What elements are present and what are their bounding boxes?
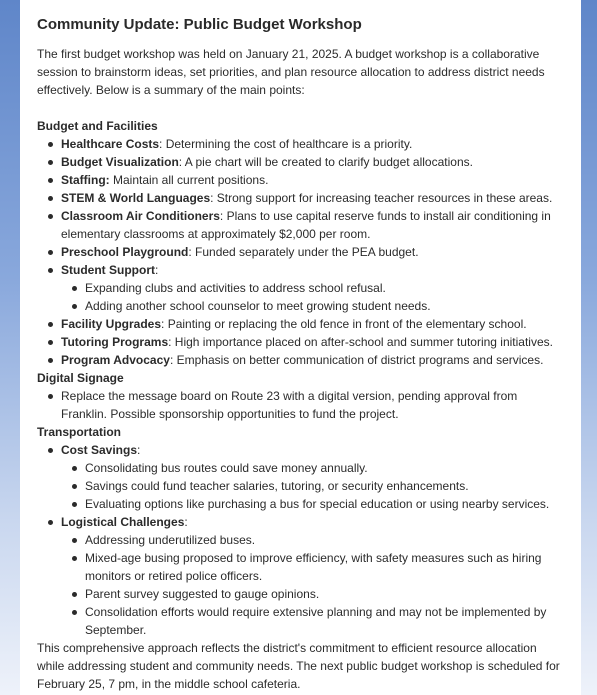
cost-savings-sublist xyxy=(61,459,565,513)
sub-list-item: Mixed-age busing proposed to improve efficiency, with safety measures such as hiring monitors or retired police officers. xyxy=(85,549,565,585)
item-label: STEM & World Languages xyxy=(61,191,211,205)
item-label: Budget Visualization xyxy=(61,155,179,169)
item-label: Program Advocacy xyxy=(61,353,170,367)
section-heading-transportation: Transportation xyxy=(37,425,122,439)
list-item: Cost Savings: Consolidating bus routes could save money annually. Savings could fund teacher salaries, tutoring, or security enhancements. Evaluating options like purchasing a bus for special education or using nearby services. xyxy=(61,441,565,513)
list-item: Facility Upgrades: Painting or replacing the old fence in front of the elementary school. xyxy=(61,315,565,333)
list-item: Logistical Challenges: Addressing underutilized buses. Mixed-age busing proposed to improve efficiency, with safety measures such as hiring monitors or retired police officers. Parent survey suggested to gauge opinions. Consolidation efforts would require extensive planning and may not be implemented by September. xyxy=(61,513,565,639)
list-item: Staffing: Maintain all current positions. xyxy=(61,171,565,189)
page-title: Community Update: Public Budget Workshop xyxy=(37,16,362,33)
list-item: Student Support: Expanding clubs and activities to address school refusal. Adding another school counselor to meet growing student needs. xyxy=(61,261,565,315)
item-label: Healthcare Costs xyxy=(61,137,160,151)
budget-list xyxy=(37,135,565,369)
list-item: STEM & World Languages: Strong support for increasing teacher resources in these areas. xyxy=(61,189,565,207)
list-item: Classroom Air Conditioners: Plans to use capital reserve funds to install air conditioning in elementary classrooms at approximately $2,000 per room. xyxy=(61,207,565,243)
list-item: Healthcare Costs: Determining the cost of healthcare is a priority. xyxy=(61,135,565,153)
sub-list-item: Evaluating options like purchasing a bus for special education or using nearby services. xyxy=(85,495,565,513)
sub-list-item: Consolidation efforts would require extensive planning and may not be implemented by September. xyxy=(85,603,565,639)
item-label: Classroom Air Conditioners xyxy=(61,209,220,223)
closing-paragraph: This comprehensive approach reflects the district's commitment to efficient resource allocation while addressing student and community needs. The next public budget workshop is scheduled for February 25, 7 pm, in the middle school cafeteria. xyxy=(37,641,560,691)
sub-list-item: Adding another school counselor to meet growing student needs. xyxy=(85,297,565,315)
sub-list-item: Savings could fund teacher salaries, tutoring, or security enhancements. xyxy=(85,477,565,495)
list-item: Budget Visualization: A pie chart will be created to clarify budget allocations. xyxy=(61,153,565,171)
list-item: Program Advocacy: Emphasis on better communication of district programs and services. xyxy=(61,351,565,369)
transportation-list xyxy=(37,441,565,639)
logistics-sublist xyxy=(61,531,565,639)
item-label: Cost Savings xyxy=(61,443,138,457)
item-label: Tutoring Programs xyxy=(61,335,169,349)
sub-list-item: Consolidating bus routes could save money annually. xyxy=(85,459,565,477)
section-heading-budget: Budget and Facilities xyxy=(37,119,158,133)
section-heading-signage: Digital Signage xyxy=(37,371,124,385)
item-label: Student Support xyxy=(61,263,155,277)
student-support-sublist xyxy=(61,279,565,315)
list-item: Tutoring Programs: High importance placed on after-school and summer tutoring initiatives. xyxy=(61,333,565,351)
sub-list-item: Parent survey suggested to gauge opinions. xyxy=(85,585,565,603)
item-label: Logistical Challenges xyxy=(61,515,185,529)
item-label: Facility Upgrades xyxy=(61,317,162,331)
signage-list xyxy=(37,387,565,423)
list-item: Preschool Playground: Funded separately under the PEA budget. xyxy=(61,243,565,261)
sub-list-item: Addressing underutilized buses. xyxy=(85,531,565,549)
sub-list-item: Expanding clubs and activities to address school refusal. xyxy=(85,279,565,297)
item-label: Preschool Playground xyxy=(61,245,189,259)
intro-paragraph: The first budget workshop was held on January 21, 2025. A budget workshop is a collaborative session to brainstorm ideas, set priorities, and plan resource allocation to address district needs effectively. Below is a summary of the main points: xyxy=(37,47,545,97)
list-item: Replace the message board on Route 23 with a digital version, pending approval from Franklin. Possible sponsorship opportunities to fund the project. xyxy=(61,387,565,423)
article-card xyxy=(20,0,581,695)
item-label: Staffing: xyxy=(61,173,110,187)
